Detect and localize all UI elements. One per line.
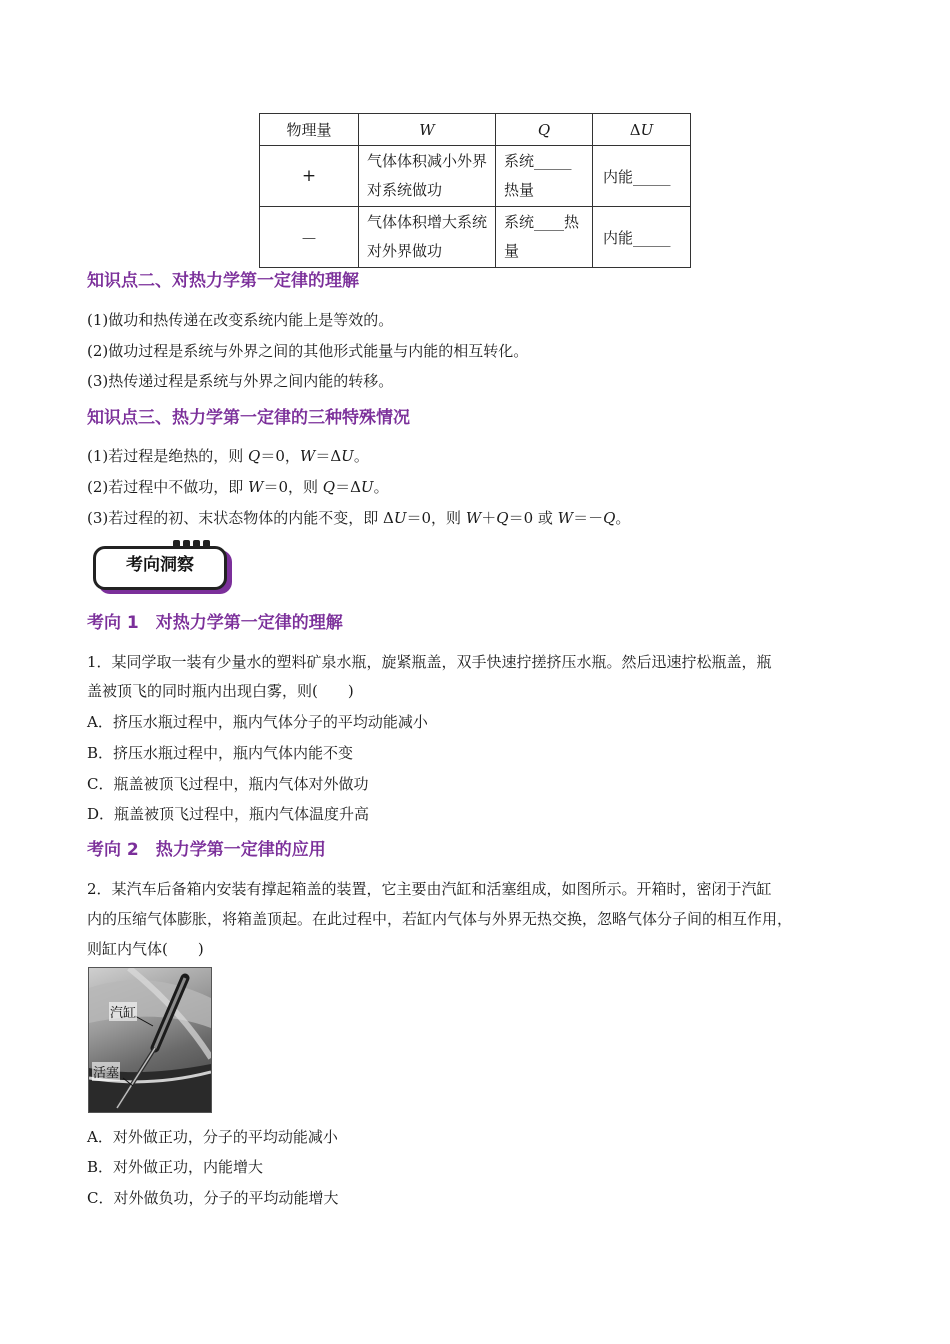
label-piston: 活塞 bbox=[92, 1062, 120, 1081]
header-q: Q bbox=[496, 114, 593, 146]
question-1-line-1: 1．某同学取一装有少量水的塑料矿泉水瓶，旋紧瓶盖，双手快速拧搓挤压水瓶。然后迅速拧松瓶盖，瓶 bbox=[87, 653, 772, 671]
question-1-option-a: A．挤压水瓶过程中，瓶内气体分子的平均动能减小 bbox=[87, 713, 428, 731]
table-header-row bbox=[260, 114, 691, 146]
row-q-desc: 系统_____热量 bbox=[496, 146, 593, 207]
badge-dots-decoration bbox=[173, 540, 210, 550]
sign-convention-table bbox=[259, 113, 691, 268]
question-1-option-d: D．瓶盖被顶飞过程中，瓶内气体温度升高 bbox=[87, 805, 370, 823]
section3-item-2: (2)若过程中不做功，即 W＝0，则 Q＝ΔU。 bbox=[87, 478, 389, 496]
question-2-option-a: A．对外做正功，分子的平均动能减小 bbox=[87, 1128, 338, 1146]
row-sign: + bbox=[260, 146, 359, 207]
header-delta-u: ΔU bbox=[593, 114, 691, 146]
row-q-desc: 系统____热量 bbox=[496, 207, 593, 268]
exam-direction-badge bbox=[93, 540, 227, 588]
section3-item-3: (3)若过程的初、末状态物体的内能不变，即 ΔU＝0，则 W＋Q＝0 或 W＝－Q。 bbox=[87, 509, 631, 527]
badge-label: 考向洞察 bbox=[126, 555, 194, 575]
question-1-option-b: B．挤压水瓶过程中，瓶内气体内能不变 bbox=[87, 744, 354, 762]
row-du-desc: 内能_____ bbox=[593, 207, 691, 268]
question-2-line-3: 则缸内气体( ) bbox=[87, 940, 204, 958]
section2-item-3: (3)热传递过程是系统与外界之间内能的转移。 bbox=[87, 372, 394, 390]
section-heading-3: 知识点三、热力学第一定律的三种特殊情况 bbox=[87, 408, 410, 428]
row-du-desc: 内能_____ bbox=[593, 146, 691, 207]
row-sign: － bbox=[260, 207, 359, 268]
header-w: W bbox=[359, 114, 496, 146]
direction-1-heading: 考向 1 对热力学第一定律的理解 bbox=[87, 613, 343, 633]
strut-illustration bbox=[89, 968, 211, 1112]
question-2-option-c: C．对外做负功，分子的平均动能增大 bbox=[87, 1189, 339, 1207]
direction-2-heading: 考向 2 热力学第一定律的应用 bbox=[87, 840, 326, 860]
table-row bbox=[260, 146, 691, 207]
table-row bbox=[260, 207, 691, 268]
question-1-line-2: 盖被顶飞的同时瓶内出现白雾，则( ) bbox=[87, 682, 354, 700]
row-w-desc: 气体体积减小外界对系统做功 bbox=[359, 146, 496, 207]
trunk-strut-photo bbox=[88, 967, 212, 1113]
question-1-option-c: C．瓶盖被顶飞过程中，瓶内气体对外做功 bbox=[87, 775, 369, 793]
label-cylinder: 汽缸 bbox=[109, 1002, 137, 1021]
section3-item-1: (1)若过程是绝热的，则 Q＝0，W＝ΔU。 bbox=[87, 447, 369, 465]
question-2-line-2: 内的压缩气体膨胀，将箱盖顶起。在此过程中，若缸内气体与外界无热交换，忽略气体分子间的相互作用， bbox=[87, 910, 793, 928]
row-w-desc: 气体体积增大系统对外界做功 bbox=[359, 207, 496, 268]
header-quantity: 物理量 bbox=[260, 114, 359, 146]
section-heading-2: 知识点二、对热力学第一定律的理解 bbox=[87, 271, 359, 291]
section2-item-1: (1)做功和热传递在改变系统内能上是等效的。 bbox=[87, 311, 394, 329]
question-2-line-1: 2．某汽车后备箱内安装有撑起箱盖的装置，它主要由汽缸和活塞组成，如图所示。开箱时，密闭于汽缸 bbox=[87, 880, 772, 898]
section2-item-2: (2)做功过程是系统与外界之间的其他形式能量与内能的相互转化。 bbox=[87, 342, 529, 360]
question-2-option-b: B．对外做正功，内能增大 bbox=[87, 1158, 264, 1176]
